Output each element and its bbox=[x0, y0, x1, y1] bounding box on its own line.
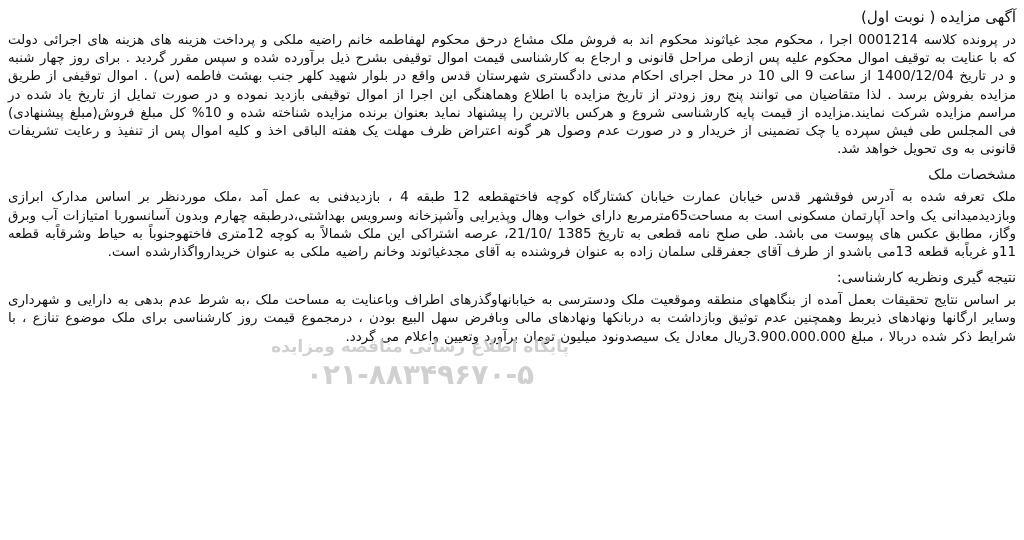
notice-title: آگهی مزایده ( نوبت اول) bbox=[860, 8, 1016, 26]
property-heading: مشخصات ملک bbox=[928, 167, 1016, 184]
expert-opinion-text: بر اساس نتایج تحقیقات بعمل آمده از بنگاههای منطقه وموقعیت ملک ودسترسی به خیابانهاوگذرهای اطراف وباعنایت به مساحت ملک ،به شرط عدم بدهی به دارایی و شهرداری وسایر ارگانها ونهادهای ذیربط وهمچنین عدم توثیق وبازداشت به دربانکها ونهادهای مالی وبافرض سهل البیع بودن ، درمجموع قیمت روز کارشناسی برای ملک موضوع تنازع ، با شرایط ذکر شده دربالا ، مبلغ 3.900.000.000ریال معادل یک سیصدونود میلیون تومان برآورد وتعیین واعلام می گردد. bbox=[8, 293, 1016, 345]
expert-opinion-heading: نتیجه گیری ونظریه کارشناسی: bbox=[836, 270, 1016, 287]
property-description: ملک تعرفه شده به آدرس فوقشهر قدس خیابان عمارت خیابان کشتارگاه کوچه فاختهقطعه 12 طبقه 4 ، بازدیدفنی به عمل آمد ،ملک موردنظر بر اساس مدارک ابرازی وبازدیدمیدانی یک واحد آپارتمان مسکونی است به مساحت65مترمربع دارای خواب وهال وپذیرایی وآشپزخانه وسرویس بهداشتی،درطبقه چهارم وبدون آسانسوربا امتیازات آب وبرق وگاز، مطابق عکس های پیوست می باشد. طی صلح نامه قطعی به تاریخ 1385 /21/10، عرصه اشتراکی این ملک شمالاً به کوچه 12متری فاختهوجنوباً به حیاط وشرقاًبه قطعه 11و غرباًبه قطعه 13می باشدو از طرف آقای جعفرقلی سلمان زاده به عنوان فروشنده به آقای مجدغیاثوند وخانم راضیه ملکی به عنوان خریدارواگذارشده است. bbox=[8, 190, 1016, 261]
notice-intro-paragraph: در پرونده کلاسه 0001214 اجرا ، محکوم مجد غیاثوند محکوم اند به فروش ملک مشاع درحق محکوم لهفاطمه خانم راضیه ملکی و پرداخت هزینه های هزینه های اجرائی دولت که با عنایت به توقیف اموال محکوم علیه پس ازطی مراحل قانونی و ارجاع به کارشناسی قیمت اموال توقیفی بشرح ذیل برآورده شده و سپس مقرر گردید . برای روز چهار شنبه و در تاریخ 1400/12/04 از ساعت 9 الی 10 در محل اجرای احکام مدنی دادگستری شهرستان قدس واقع در بلوار شهید کلهر جنب بهشت فاطمه (س) . اموال توقیفی از طریق مزایده بفروش برسد . لذا متقاضیان می توانند پنج روز زودتر از تاریخ مزایده با اطلاع وهماهنگی این اجرا از اموال توقیفی بازدید نموده و در صورت تمایل از تاریخ یاد شده در مراسم مزایده شرکت نمایند.مزایده از قیمت پایه کارشناسی شروع و هرکس بالاترین را پیشنهاد نماید بعنوان برنده مزایده شناخته شده و 10% کل مبلغ فروش(مبلغ پیشنهادی) فی المجلس طی فیش سپرده یا چک تضمینی از خریدار و در صورت عدم وصول هر گونه اعتراض ظرف مهلت یک هفته الباقی اخذ و کلیه اموال پس از تنفیذ و رعایت تشریفات قانونی به وی تحویل خواهد شد. bbox=[8, 33, 1016, 158]
watermark-phone: ۰۲۱-۸۸۳۴۹۶۷۰-۵ bbox=[305, 358, 535, 391]
watermark-site-name: پایگاه اطلاع رسانی مناقصه ومزایده bbox=[271, 337, 569, 357]
